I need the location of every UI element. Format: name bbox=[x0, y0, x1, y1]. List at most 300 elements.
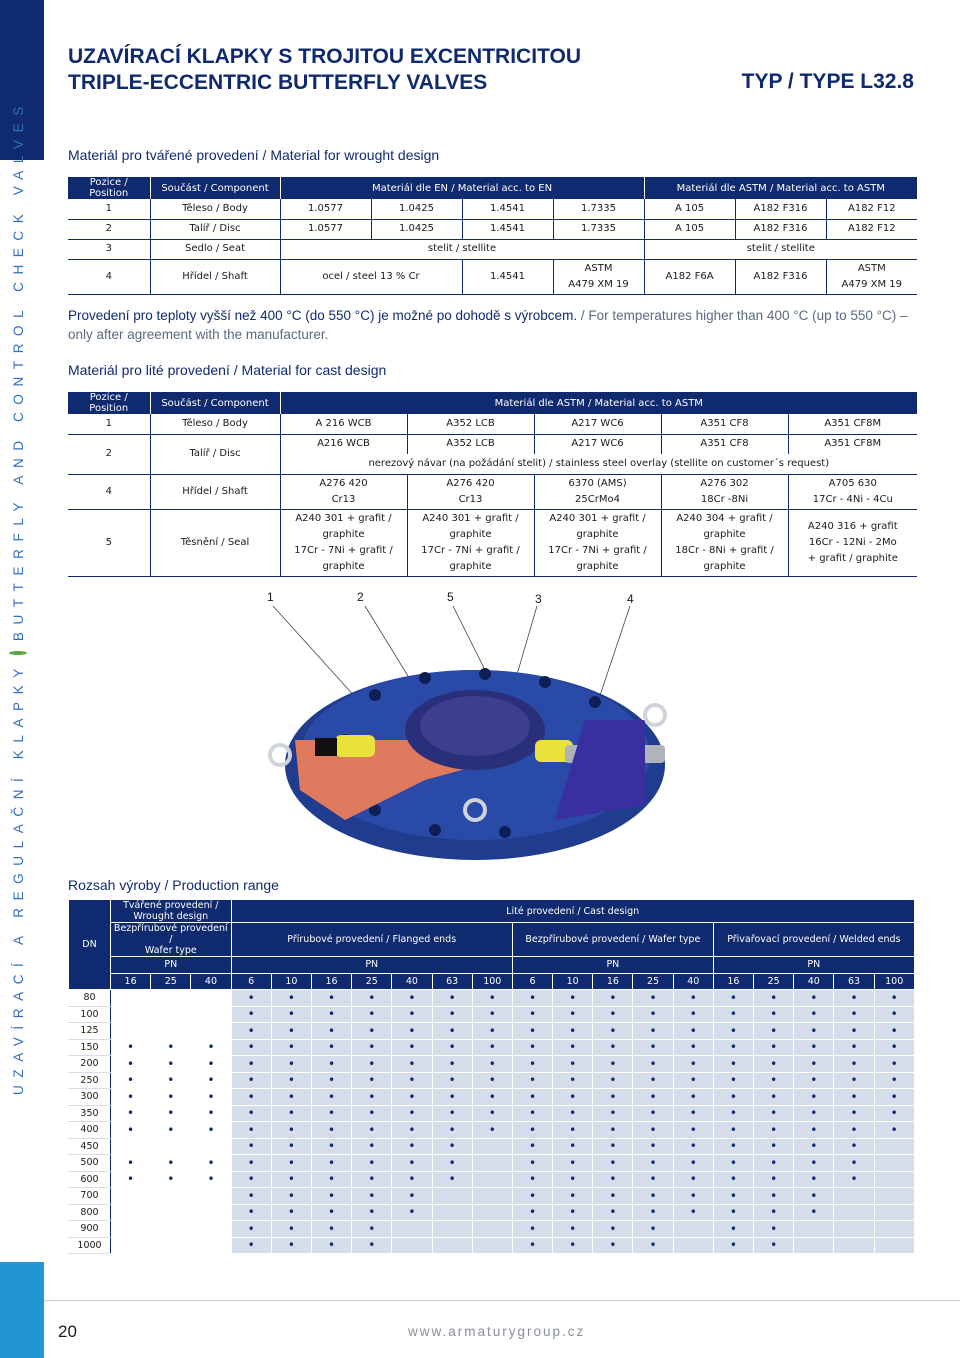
dn-value: 125 bbox=[69, 1023, 111, 1040]
availability-dot bbox=[271, 1138, 311, 1155]
availability-dot bbox=[673, 1122, 713, 1139]
availability-dot bbox=[553, 1072, 593, 1089]
availability-dot bbox=[754, 1155, 794, 1172]
availability-dot bbox=[311, 1089, 351, 1106]
availability-dot bbox=[593, 1056, 633, 1073]
pn-value: 40 bbox=[794, 973, 834, 990]
availability-dot bbox=[392, 1006, 432, 1023]
pn-value: 25 bbox=[151, 973, 191, 990]
availability-empty bbox=[151, 990, 191, 1007]
availability-dot bbox=[874, 990, 914, 1007]
pn-value: 63 bbox=[834, 973, 874, 990]
dn-value: 200 bbox=[69, 1056, 111, 1073]
availability-dot bbox=[512, 1155, 552, 1172]
table-row: 2 Talíř / Disc A216 WCB A352 LCB A217 WC6 A351 CF8 A351 CF8M bbox=[68, 434, 917, 454]
availability-dot bbox=[311, 1237, 351, 1254]
availability-dot bbox=[111, 1039, 151, 1056]
availability-dot bbox=[593, 1023, 633, 1040]
availability-dot bbox=[633, 1039, 673, 1056]
availability-empty bbox=[111, 1006, 151, 1023]
availability-dot bbox=[593, 1039, 633, 1056]
callout-3: 3 bbox=[535, 592, 542, 606]
availability-dot bbox=[352, 1138, 392, 1155]
availability-dot bbox=[673, 1089, 713, 1106]
footer-divider bbox=[44, 1300, 960, 1301]
availability-dot bbox=[352, 1006, 392, 1023]
availability-dot bbox=[553, 990, 593, 1007]
availability-dot bbox=[673, 1204, 713, 1221]
availability-dot bbox=[352, 990, 392, 1007]
title-cz: UZAVÍRACÍ KLAPKY S TROJITOU EXCENTRICITOU bbox=[68, 45, 581, 68]
hdr-astm: Materiál dle ASTM / Material acc. to ASTM bbox=[280, 392, 917, 414]
availability-empty bbox=[191, 1006, 231, 1023]
table-row: 1 Těleso / Body A 216 WCB A352 LCB A217 WC6 A351 CF8 A351 CF8M bbox=[68, 414, 917, 434]
availability-dot bbox=[311, 1023, 351, 1040]
callout-5: 5 bbox=[447, 590, 454, 604]
callout-1: 1 bbox=[267, 590, 274, 604]
availability-dot bbox=[392, 1155, 432, 1172]
availability-dot bbox=[151, 1089, 191, 1106]
availability-dot bbox=[834, 1171, 874, 1188]
availability-empty bbox=[392, 1221, 432, 1238]
availability-dot bbox=[834, 1089, 874, 1106]
availability-dot bbox=[553, 1023, 593, 1040]
logo-icon bbox=[9, 651, 27, 655]
availability-dot bbox=[553, 1204, 593, 1221]
availability-empty bbox=[472, 1221, 512, 1238]
availability-dot bbox=[553, 1006, 593, 1023]
availability-empty bbox=[874, 1171, 914, 1188]
availability-dot bbox=[713, 1204, 753, 1221]
type-label: TYP / TYPE L32.8 bbox=[741, 70, 914, 93]
availability-dot bbox=[673, 1155, 713, 1172]
availability-dot bbox=[191, 1155, 231, 1172]
availability-empty bbox=[151, 1221, 191, 1238]
availability-dot bbox=[593, 1089, 633, 1106]
availability-empty bbox=[191, 1138, 231, 1155]
availability-dot bbox=[593, 1122, 633, 1139]
availability-dot bbox=[794, 1155, 834, 1172]
availability-empty bbox=[673, 1221, 713, 1238]
production-range-table bbox=[68, 899, 915, 1254]
availability-empty bbox=[151, 1138, 191, 1155]
pn-value: 40 bbox=[191, 973, 231, 990]
availability-dot bbox=[794, 1188, 834, 1205]
availability-dot bbox=[231, 1056, 271, 1073]
availability-dot bbox=[512, 1138, 552, 1155]
availability-dot bbox=[392, 1105, 432, 1122]
availability-dot bbox=[311, 1171, 351, 1188]
availability-dot bbox=[432, 1089, 472, 1106]
hdr-astm: Materiál dle ASTM / Material acc. to ASTM bbox=[644, 177, 917, 199]
pn-value: 16 bbox=[111, 973, 151, 990]
availability-empty bbox=[111, 1221, 151, 1238]
availability-dot bbox=[231, 1204, 271, 1221]
availability-dot bbox=[271, 1188, 311, 1205]
availability-dot bbox=[553, 1171, 593, 1188]
availability-dot bbox=[392, 1023, 432, 1040]
availability-dot bbox=[593, 1072, 633, 1089]
availability-dot bbox=[231, 1221, 271, 1238]
availability-dot bbox=[191, 1039, 231, 1056]
wrought-heading: Materiál pro tvářené provedení / Material for wrought design bbox=[68, 147, 440, 163]
availability-dot bbox=[673, 1023, 713, 1040]
availability-dot bbox=[352, 1023, 392, 1040]
availability-dot bbox=[392, 1039, 432, 1056]
pn-value: 16 bbox=[311, 973, 351, 990]
availability-dot bbox=[271, 1023, 311, 1040]
cast-heading: Materiál pro lité provedení / Material for cast design bbox=[68, 362, 387, 378]
dn-value: 500 bbox=[69, 1155, 111, 1172]
availability-dot bbox=[713, 1072, 753, 1089]
availability-dot bbox=[392, 1171, 432, 1188]
availability-dot bbox=[111, 1105, 151, 1122]
hdr-en: Materiál dle EN / Material acc. to EN bbox=[280, 177, 644, 199]
callout-2: 2 bbox=[357, 590, 364, 604]
availability-dot bbox=[553, 1122, 593, 1139]
table-row bbox=[69, 1056, 915, 1073]
dn-value: 1000 bbox=[69, 1237, 111, 1254]
availability-dot bbox=[754, 1204, 794, 1221]
hdr-wafer-wrought: Bezpřírubové provedení / Wafer type bbox=[111, 923, 232, 957]
availability-dot bbox=[794, 1006, 834, 1023]
availability-dot bbox=[311, 990, 351, 1007]
availability-dot bbox=[593, 1237, 633, 1254]
availability-dot bbox=[432, 1105, 472, 1122]
availability-dot bbox=[311, 1072, 351, 1089]
pn-value: 100 bbox=[874, 973, 914, 990]
table-row bbox=[69, 1122, 915, 1139]
availability-dot bbox=[874, 1006, 914, 1023]
availability-dot bbox=[794, 1138, 834, 1155]
availability-dot bbox=[512, 1122, 552, 1139]
hdr-wafer-cast: Bezpřírubové provedení / Wafer type bbox=[512, 923, 713, 957]
availability-dot bbox=[231, 1039, 271, 1056]
availability-dot bbox=[754, 1006, 794, 1023]
availability-dot bbox=[311, 1221, 351, 1238]
pn-value: 6 bbox=[512, 973, 552, 990]
availability-empty bbox=[472, 1188, 512, 1205]
production-heading: Rozsah výroby / Production range bbox=[68, 877, 279, 893]
availability-dot bbox=[231, 1023, 271, 1040]
availability-dot bbox=[472, 990, 512, 1007]
availability-dot bbox=[151, 1171, 191, 1188]
availability-dot bbox=[754, 1039, 794, 1056]
availability-dot bbox=[432, 1006, 472, 1023]
availability-dot bbox=[754, 1072, 794, 1089]
availability-dot bbox=[432, 1122, 472, 1139]
table-row: 2 Talíř / Disc 1.0577 1.0425 1.4541 1.7335 A 105 A182 F316 A182 F12 bbox=[68, 219, 917, 239]
availability-dot bbox=[633, 1006, 673, 1023]
availability-dot bbox=[512, 1039, 552, 1056]
availability-dot bbox=[231, 1089, 271, 1106]
pn-value: 6 bbox=[231, 973, 271, 990]
availability-dot bbox=[713, 1237, 753, 1254]
hdr-pn: PN bbox=[231, 957, 512, 974]
availability-dot bbox=[392, 1138, 432, 1155]
availability-dot bbox=[713, 990, 753, 1007]
availability-empty bbox=[432, 1237, 472, 1254]
availability-empty bbox=[834, 1204, 874, 1221]
availability-dot bbox=[593, 1171, 633, 1188]
availability-dot bbox=[231, 1155, 271, 1172]
hdr-pn: PN bbox=[111, 957, 232, 974]
availability-dot bbox=[874, 1122, 914, 1139]
availability-dot bbox=[673, 1006, 713, 1023]
temperature-note: Provedení pro teploty vyšší než 400 °C (do 550 °C) je možné po dohodě s výrobcem. / For temperatures higher than 400 °C (up to 550 °C) – only after agreement with the manufacturer. bbox=[68, 308, 908, 342]
availability-dot bbox=[311, 1105, 351, 1122]
availability-empty bbox=[874, 1138, 914, 1155]
availability-dot bbox=[794, 1072, 834, 1089]
pn-value: 25 bbox=[352, 973, 392, 990]
availability-dot bbox=[191, 1089, 231, 1106]
availability-empty bbox=[191, 1204, 231, 1221]
availability-dot bbox=[231, 1105, 271, 1122]
availability-dot bbox=[794, 1171, 834, 1188]
availability-dot bbox=[111, 1089, 151, 1106]
valve-svg bbox=[225, 590, 725, 880]
availability-dot bbox=[352, 1105, 392, 1122]
pn-value: 40 bbox=[392, 973, 432, 990]
availability-empty bbox=[432, 1204, 472, 1221]
availability-dot bbox=[553, 1105, 593, 1122]
table-row bbox=[69, 1155, 915, 1172]
availability-dot bbox=[673, 1039, 713, 1056]
availability-dot bbox=[553, 1056, 593, 1073]
availability-empty bbox=[191, 990, 231, 1007]
availability-dot bbox=[794, 1105, 834, 1122]
table-row bbox=[69, 1072, 915, 1089]
availability-dot bbox=[392, 990, 432, 1007]
availability-dot bbox=[593, 1138, 633, 1155]
availability-dot bbox=[754, 1237, 794, 1254]
availability-dot bbox=[231, 1237, 271, 1254]
availability-empty bbox=[874, 1221, 914, 1238]
pn-value: 40 bbox=[673, 973, 713, 990]
availability-empty bbox=[151, 1188, 191, 1205]
pn-value: 25 bbox=[633, 973, 673, 990]
table-row bbox=[69, 1039, 915, 1056]
hdr-flanged: Přírubové provedení / Flanged ends bbox=[231, 923, 512, 957]
availability-dot bbox=[673, 1056, 713, 1073]
hdr-wrought: Tvářené provedení / Wrought design bbox=[111, 900, 232, 923]
availability-dot bbox=[352, 1072, 392, 1089]
availability-dot bbox=[553, 1155, 593, 1172]
availability-empty bbox=[111, 1204, 151, 1221]
availability-dot bbox=[834, 1105, 874, 1122]
availability-dot bbox=[271, 1237, 311, 1254]
dn-value: 150 bbox=[69, 1039, 111, 1056]
availability-dot bbox=[271, 990, 311, 1007]
availability-dot bbox=[713, 1155, 753, 1172]
availability-empty bbox=[834, 1237, 874, 1254]
availability-dot bbox=[151, 1105, 191, 1122]
availability-dot bbox=[512, 1056, 552, 1073]
availability-dot bbox=[151, 1155, 191, 1172]
availability-dot bbox=[271, 1105, 311, 1122]
pn-value: 25 bbox=[754, 973, 794, 990]
availability-dot bbox=[874, 1056, 914, 1073]
availability-dot bbox=[151, 1122, 191, 1139]
table-row: 1 Těleso / Body 1.0577 1.0425 1.4541 1.7335 A 105 A182 F316 A182 F12 bbox=[68, 199, 917, 219]
availability-dot bbox=[754, 1122, 794, 1139]
availability-dot bbox=[593, 1221, 633, 1238]
availability-dot bbox=[834, 1122, 874, 1139]
pn-value: 100 bbox=[472, 973, 512, 990]
availability-dot bbox=[271, 1122, 311, 1139]
availability-dot bbox=[231, 1188, 271, 1205]
callout-4: 4 bbox=[627, 592, 634, 606]
dn-value: 700 bbox=[69, 1188, 111, 1205]
availability-dot bbox=[352, 1188, 392, 1205]
cast-material-table bbox=[68, 392, 917, 577]
availability-dot bbox=[432, 1138, 472, 1155]
availability-dot bbox=[151, 1072, 191, 1089]
availability-dot bbox=[271, 1006, 311, 1023]
table-row bbox=[69, 1105, 915, 1122]
availability-dot bbox=[472, 1105, 512, 1122]
availability-dot bbox=[593, 1155, 633, 1172]
website-link[interactable]: www.armaturygroup.cz bbox=[408, 1324, 586, 1339]
availability-dot bbox=[231, 1122, 271, 1139]
hdr-position: Pozice / Position bbox=[68, 177, 150, 199]
availability-dot bbox=[593, 1006, 633, 1023]
availability-dot bbox=[633, 1171, 673, 1188]
availability-dot bbox=[271, 1089, 311, 1106]
availability-dot bbox=[834, 1023, 874, 1040]
availability-dot bbox=[512, 1006, 552, 1023]
availability-dot bbox=[512, 1105, 552, 1122]
availability-dot bbox=[512, 1188, 552, 1205]
availability-dot bbox=[834, 1039, 874, 1056]
availability-dot bbox=[754, 1138, 794, 1155]
availability-empty bbox=[834, 1221, 874, 1238]
availability-dot bbox=[754, 990, 794, 1007]
availability-dot bbox=[754, 1171, 794, 1188]
availability-empty bbox=[151, 1023, 191, 1040]
table-row: 4 Hřídel / Shaft A276 420 Cr13 A276 420 Cr13 6370 (AMS) 25CrMo4 A276 302 18Cr -8Ni A705 630 17Cr - 4Ni - 4Cu bbox=[68, 474, 917, 509]
availability-dot bbox=[673, 1138, 713, 1155]
availability-dot bbox=[191, 1056, 231, 1073]
availability-dot bbox=[311, 1122, 351, 1139]
availability-dot bbox=[111, 1155, 151, 1172]
availability-dot bbox=[553, 1237, 593, 1254]
availability-empty bbox=[191, 1237, 231, 1254]
availability-dot bbox=[392, 1072, 432, 1089]
availability-dot bbox=[633, 1089, 673, 1106]
availability-dot bbox=[512, 1072, 552, 1089]
availability-empty bbox=[472, 1155, 512, 1172]
availability-dot bbox=[191, 1122, 231, 1139]
availability-empty bbox=[111, 1237, 151, 1254]
availability-dot bbox=[512, 1221, 552, 1238]
availability-dot bbox=[512, 990, 552, 1007]
availability-dot bbox=[633, 1023, 673, 1040]
availability-empty bbox=[472, 1138, 512, 1155]
availability-empty bbox=[111, 990, 151, 1007]
availability-dot bbox=[311, 1006, 351, 1023]
availability-dot bbox=[713, 1221, 753, 1238]
availability-empty bbox=[673, 1237, 713, 1254]
table-row bbox=[69, 1188, 915, 1205]
sidebar-text bbox=[4, 99, 32, 1095]
availability-dot bbox=[713, 1171, 753, 1188]
availability-empty bbox=[151, 1006, 191, 1023]
dn-value: 400 bbox=[69, 1122, 111, 1139]
availability-dot bbox=[352, 1171, 392, 1188]
page-number: 20 bbox=[58, 1322, 77, 1341]
side-bar-bottom bbox=[0, 1262, 44, 1358]
availability-empty bbox=[151, 1237, 191, 1254]
availability-dot bbox=[231, 1006, 271, 1023]
table-row bbox=[69, 1204, 915, 1221]
availability-empty bbox=[472, 1237, 512, 1254]
availability-dot bbox=[512, 1237, 552, 1254]
dn-value: 350 bbox=[69, 1105, 111, 1122]
availability-dot bbox=[713, 1122, 753, 1139]
availability-dot bbox=[111, 1072, 151, 1089]
availability-empty bbox=[874, 1204, 914, 1221]
valve-cutaway-illustration bbox=[225, 590, 725, 880]
availability-dot bbox=[231, 990, 271, 1007]
availability-dot bbox=[352, 1237, 392, 1254]
table-row: 5 Těsnění / Seal A240 301 + grafit / graphite 17Cr - 7Ni + grafit / graphite A240 301 + grafit / graphite 17Cr - 7Ni + grafit / graphite A240 301 + grafit / graphite 17Cr - 7Ni + grafit / graphite A240 304 + grafit / graphite 18Cr - 8Ni + grafit / graphite A240 316 + grafit 16Cr - 12Ni - 2Mo + grafit / graphite bbox=[68, 509, 917, 576]
hdr-pn: PN bbox=[512, 957, 713, 974]
availability-dot bbox=[191, 1105, 231, 1122]
availability-dot bbox=[352, 1039, 392, 1056]
availability-dot bbox=[633, 1072, 673, 1089]
availability-dot bbox=[271, 1155, 311, 1172]
availability-dot bbox=[834, 1155, 874, 1172]
availability-dot bbox=[874, 1039, 914, 1056]
availability-dot bbox=[633, 1122, 673, 1139]
table-row bbox=[69, 1006, 915, 1023]
availability-dot bbox=[633, 1221, 673, 1238]
availability-dot bbox=[874, 1023, 914, 1040]
dn-value: 250 bbox=[69, 1072, 111, 1089]
availability-dot bbox=[633, 1204, 673, 1221]
hdr-cast: Lité provedení / Cast design bbox=[231, 900, 914, 923]
availability-dot bbox=[673, 1171, 713, 1188]
availability-dot bbox=[512, 1023, 552, 1040]
availability-dot bbox=[111, 1171, 151, 1188]
availability-dot bbox=[151, 1039, 191, 1056]
availability-dot bbox=[191, 1072, 231, 1089]
availability-dot bbox=[472, 1089, 512, 1106]
availability-dot bbox=[553, 1089, 593, 1106]
pn-value: 10 bbox=[271, 973, 311, 990]
wrought-material-table bbox=[68, 177, 917, 295]
hdr-component: Součást / Component bbox=[150, 177, 280, 199]
availability-dot bbox=[713, 1056, 753, 1073]
availability-dot bbox=[673, 1188, 713, 1205]
table-row bbox=[69, 1023, 915, 1040]
availability-dot bbox=[151, 1056, 191, 1073]
availability-dot bbox=[553, 1138, 593, 1155]
availability-dot bbox=[352, 1204, 392, 1221]
availability-dot bbox=[633, 1155, 673, 1172]
hdr-pn: PN bbox=[713, 957, 914, 974]
availability-dot bbox=[352, 1155, 392, 1172]
availability-dot bbox=[553, 1039, 593, 1056]
availability-empty bbox=[111, 1023, 151, 1040]
availability-dot bbox=[191, 1171, 231, 1188]
pn-value: 16 bbox=[593, 973, 633, 990]
table-row bbox=[69, 1138, 915, 1155]
availability-dot bbox=[472, 1023, 512, 1040]
dn-value: 300 bbox=[69, 1089, 111, 1106]
availability-dot bbox=[794, 1056, 834, 1073]
